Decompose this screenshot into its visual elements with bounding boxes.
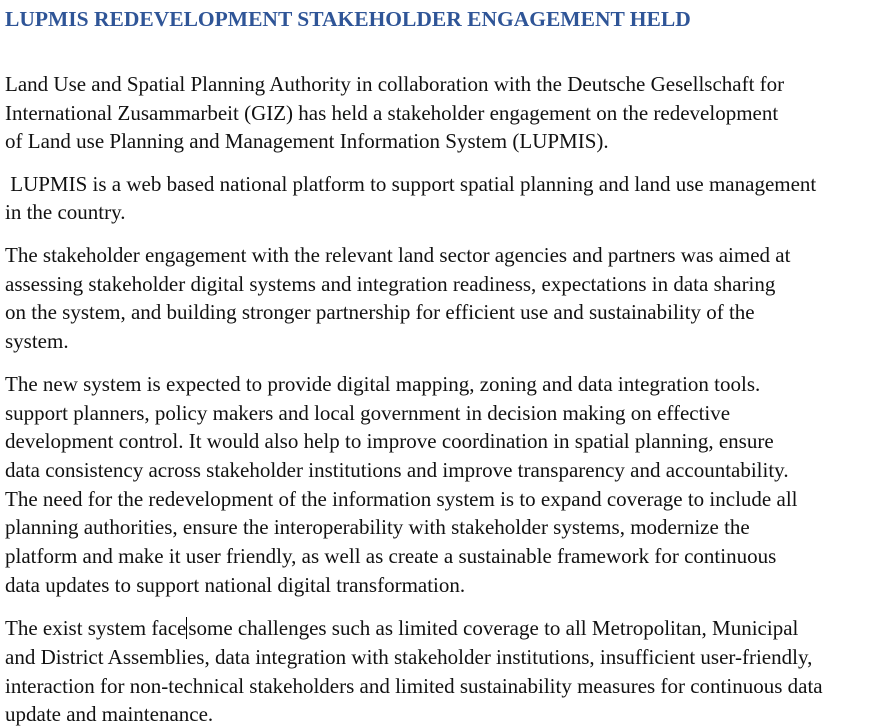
paragraph-1-line-3: of Land use Planning and Management Information System (LUPMIS). [5, 129, 609, 153]
paragraph-3-line-1: The stakeholder engagement with the relevant land sector agencies and partners was aimed at [5, 243, 791, 267]
paragraph-4-line-8: data updates to support national digital transformation. [5, 573, 466, 597]
paragraph-5-line-1-after-caret: some challenges such as limited coverage to all Metropolitan, Municipal [188, 616, 799, 640]
paragraph-4-line-5: The need for the redevelopment of the information system is to expand coverage to include all [5, 487, 798, 511]
paragraph-5-line-4: update and maintenance. [5, 702, 214, 726]
paragraph-4-line-2: support planners, policy makers and local government in decision making on effective [5, 401, 731, 425]
paragraph-3-line-3: on the system, and building stronger partnership for efficient use and sustainability of the [5, 300, 755, 324]
article-title: LUPMIS REDEVELOPMENT STAKEHOLDER ENGAGEMENT HELD [5, 7, 691, 31]
paragraph-1-line-1: Land Use and Spatial Planning Authority in collaboration with the Deutsche Gesellschaft for [5, 72, 785, 96]
paragraph-5-line-2: and District Assemblies, data integration with stakeholder institutions, insufficient user-friendly, [5, 645, 813, 669]
paragraph-2-line-1: LUPMIS is a web based national platform to support spatial planning and land use management [5, 172, 817, 196]
paragraph-5-line-1-before-caret: The exist system face [5, 616, 187, 640]
paragraph-5-line-3: interaction for non-technical stakeholders and limited sustainability measures for continuous data [5, 674, 823, 698]
paragraph-3-line-2: assessing stakeholder digital systems and integration readiness, expectations in data sharing [5, 272, 776, 296]
paragraph-2-line-2: in the country. [5, 200, 126, 224]
paragraph-1-line-2: International Zusammarbeit (GIZ) has held a stakeholder engagement on the redevelopment [5, 101, 779, 125]
paragraph-3-line-4: system. [5, 329, 69, 353]
paragraph-5-line-1[interactable] [5, 615, 798, 641]
paragraph-4-line-4: data consistency across stakeholder institutions and improve transparency and accountability. [5, 458, 789, 482]
paragraph-4-line-1: The new system is expected to provide digital mapping, zoning and data integration tools. [5, 372, 761, 396]
paragraph-4-line-3: development control. It would also help to improve coordination in spatial planning, ensure [5, 429, 774, 453]
paragraph-4-line-6: planning authorities, ensure the interoperability with stakeholder systems, modernize the [5, 515, 750, 539]
paragraph-4-line-7: platform and make it user friendly, as well as create a sustainable framework for continuous [5, 544, 777, 568]
